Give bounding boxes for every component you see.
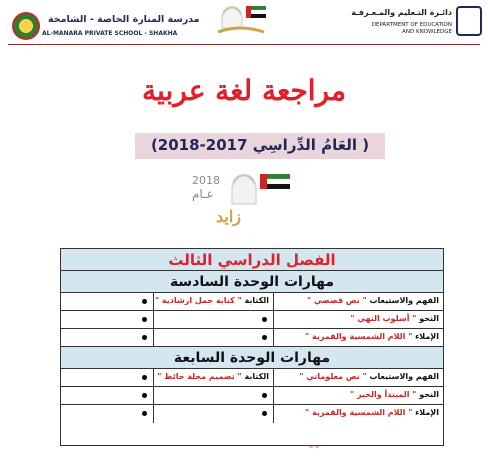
portrait-flag-icon [212,2,270,38]
table-cell [153,387,273,404]
adek-logo-icon [456,6,482,36]
adek-name-en-line1: DEPARTMENT OF EDUCATION [371,22,452,28]
emblem-year: 2018 [192,174,220,187]
table-cell [153,405,273,423]
adek-name-en-line2: AND KNOWLEDGE [402,29,452,35]
emblem-word: عـام [192,187,214,201]
table-cell [61,369,153,386]
table-row [61,369,443,387]
emblem-graphic [188,164,298,228]
table-cell: الإملاء " اللام الشمسية والقمرية " [273,329,443,346]
table-row [61,329,443,347]
unit6-title-row [61,271,443,293]
table-row [61,311,443,329]
adek-name-ar: دائـرة التـعليم والمـعـرفـة [351,8,452,17]
table-cell [61,293,153,310]
adek-header [351,6,482,40]
emblem-name: زايد [216,207,242,226]
bullet-icon [262,393,267,398]
bullet-icon [262,335,267,340]
table-cell [61,405,153,423]
table-cell: الفهم والاستيعاب " نص قصصي " [273,293,443,310]
year-of-zayed-logo [212,2,270,38]
bullet-icon [142,299,147,304]
school-header [8,6,200,40]
table-cell: النحو " المبتدأ والخبر " [273,387,443,404]
school-name-ar: مدرسة المنارة الخاصة - الشامخة [48,14,200,25]
page-title: مراجعة لغة عربية [141,74,346,107]
unit7-title: مهارات الوحدة السابعة [173,350,331,366]
skills-table [60,248,444,446]
academic-year-bar [135,133,385,159]
table-cell: الفهم والاستيعاب " نص معلوماتي " [273,369,443,386]
table-cell: الكتابة " تصميم مجلة حائط " [153,369,273,386]
table-cell [153,329,273,346]
table-cell: الإملاء " اللام الشمسية والقمرية " [273,405,443,423]
table-cell: الكتابة " كتابة جمل ارشادية " [153,293,273,310]
table-cell [61,387,153,404]
school-logo-icon [12,12,40,40]
bullet-icon [142,393,147,398]
table-cell [61,311,153,328]
academic-year-text: ( العَامُ الدِّراسِي 2017-2018) [150,136,370,154]
bullet-icon [142,411,147,416]
table-cell: النحو " أسلوب النهي " [273,311,443,328]
bullet-icon [142,375,147,380]
year-of-zayed-emblem [188,164,298,228]
table-row [61,293,443,311]
term-title: الفصل الدراسي الثالث [168,251,336,269]
school-name-en: AL-MANARA PRIVATE SCHOOL - SHAKHA [42,30,178,37]
bullet-icon [262,317,267,322]
bullet-icon [262,411,267,416]
table-row [61,387,443,405]
bullet-icon [142,317,147,322]
table-row [61,405,443,423]
header-divider [8,44,480,45]
unit7-title-row [61,347,443,369]
term-row [61,249,443,271]
table-cell [153,311,273,328]
bullet-icon [142,335,147,340]
unit6-title: مهارات الوحدة السادسة [169,274,335,290]
table-cell [61,329,153,346]
